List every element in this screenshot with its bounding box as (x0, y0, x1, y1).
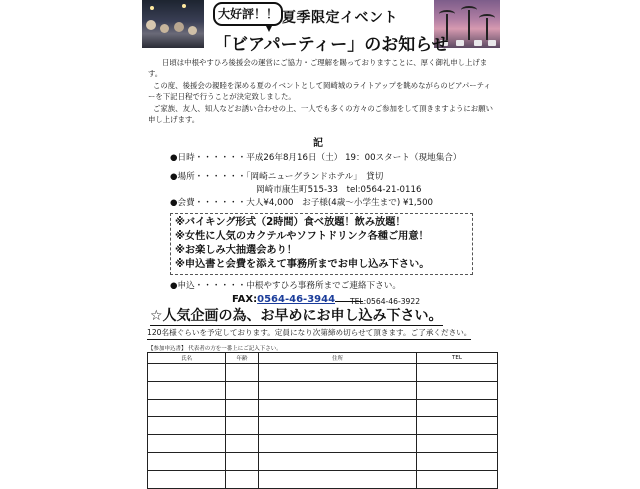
age-cell[interactable] (226, 470, 259, 488)
column-address: 住所 (259, 353, 417, 364)
event-date: ●日時・・・・・・平成26年8月16日（土） 19：00スタート（現地集合） (170, 153, 462, 163)
event-fee: ●会費・・・・・・大人¥4,000 お子様(4歳～小学生まで) ¥1,500 (170, 198, 434, 208)
popular-badge: 大好評！！ (213, 2, 283, 26)
intro-paragraph-3: ご家族、友人、知人などお誘い合わせの上、一人でも多くの方々のご参加をして頂きますようにお願い申し上げます。 (148, 104, 493, 124)
column-age: 年齢 (226, 353, 259, 364)
highlights-box (170, 213, 473, 275)
party-photo-left (142, 0, 204, 48)
highlight-item: ※お楽しみ大抽選会あり！ (175, 245, 297, 256)
application-form-label: 【参加申込書】 代表者の方を一番上にご記入下さい。 (148, 346, 282, 352)
age-cell[interactable] (226, 435, 259, 453)
address-cell[interactable] (259, 399, 417, 417)
name-cell[interactable] (148, 381, 226, 399)
application-form-table (147, 352, 498, 489)
application-info: ●申込・・・・・・中根やすひろ事務所までご連絡下さい。 (170, 281, 401, 291)
tel-cell[interactable] (417, 417, 498, 435)
form-row (148, 452, 498, 470)
address-cell[interactable] (259, 470, 417, 488)
address-cell[interactable] (259, 381, 417, 399)
address-cell[interactable] (259, 452, 417, 470)
early-application-notice: ☆人気企画の為、お早めにお申し込み下さい。 (150, 308, 443, 324)
form-row (148, 435, 498, 453)
form-row (148, 470, 498, 488)
tel-cell[interactable] (417, 452, 498, 470)
age-cell[interactable] (226, 381, 259, 399)
tel-cell[interactable] (417, 435, 498, 453)
venue-address: 岡崎市康生町515-33 tel:0564-21-0116 (256, 185, 422, 195)
age-cell[interactable] (226, 399, 259, 417)
tel-cell[interactable] (417, 470, 498, 488)
capacity-notice: 120名様ぐらいを予定しております。定員になり次第締め切らせて頂きます。ご了承ください。 (147, 327, 471, 340)
address-cell[interactable] (259, 364, 417, 382)
age-cell[interactable] (226, 417, 259, 435)
event-subtitle: 「ビアパーティー」のお知らせ (214, 35, 449, 55)
intro-paragraph-1: 日頃は中根やすひろ後援会の運営にご協力・ご理解を賜っておりますことに、厚く御礼申し上げます。 (148, 58, 488, 78)
event-venue: ●場所・・・・・・「岡崎ニューグランドホテル」 貸切 (170, 172, 384, 182)
highlight-item: ※女性に人気のカクテルやソフトドリンク各種ご用意！ (175, 231, 429, 242)
name-cell[interactable] (148, 452, 226, 470)
tel-cell[interactable] (417, 399, 498, 417)
name-cell[interactable] (148, 417, 226, 435)
fax-line (232, 294, 363, 305)
name-cell[interactable] (148, 435, 226, 453)
form-row (148, 381, 498, 399)
form-body (148, 364, 498, 489)
address-cell[interactable] (259, 417, 417, 435)
address-cell[interactable] (259, 435, 417, 453)
event-title: 夏季限定イベント (282, 10, 398, 26)
form-header-row (148, 353, 498, 364)
name-cell[interactable] (148, 470, 226, 488)
name-cell[interactable] (148, 364, 226, 382)
form-row (148, 399, 498, 417)
intro-paragraph-2: この度、後援会の親睦を深める夏のイベントとして岡崎城のライトアップを眺めながらのビアパーティーを下記日程で行うことが決定致しました。 (148, 81, 491, 101)
office-tel: TEL:0564-46-3922 (350, 297, 421, 306)
tel-cell[interactable] (417, 381, 498, 399)
fax-number: 0564-46-3944 (257, 294, 336, 305)
form-row (148, 364, 498, 382)
tel-cell[interactable] (417, 364, 498, 382)
name-cell[interactable] (148, 399, 226, 417)
fax-label: FAX: (232, 294, 258, 305)
notice-heading: 記 (313, 138, 323, 149)
age-cell[interactable] (226, 364, 259, 382)
highlight-item: ※バイキング形式（2時間）食べ放題！飲み放題！ (175, 217, 406, 228)
form-row (148, 417, 498, 435)
highlight-item: ※申込書と会費を添えて事務所までお申し込み下さい。 (175, 259, 430, 270)
column-name: 氏名 (148, 353, 226, 364)
age-cell[interactable] (226, 452, 259, 470)
column-tel: TEL (417, 353, 498, 364)
